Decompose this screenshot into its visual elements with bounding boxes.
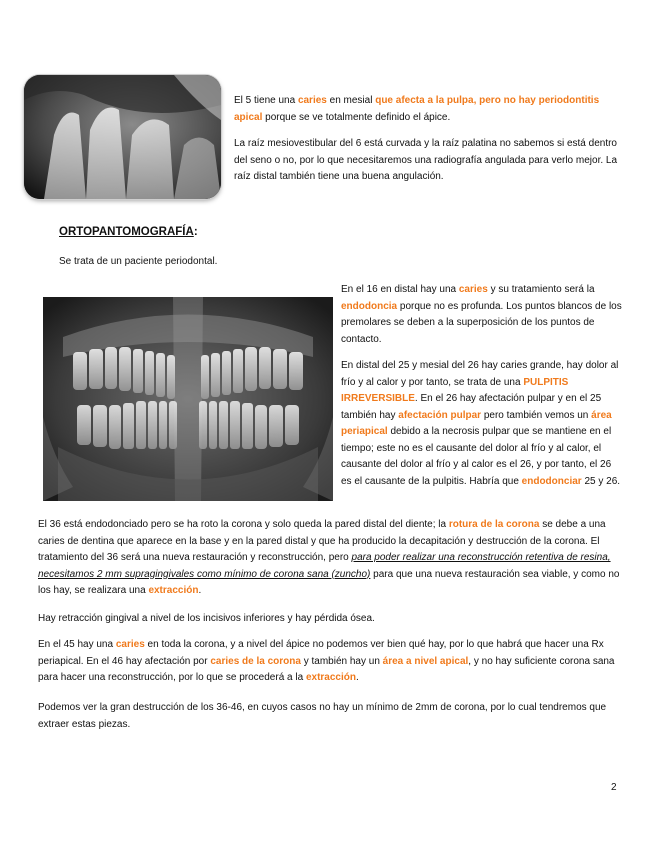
- periapical-xray-image: [24, 75, 221, 199]
- highlight-area-periapical: área periapical: [341, 409, 612, 437]
- text-run: porque no es profunda. Los puntos blancos de los premolares se deben a la superposición de los puntos de contacto.: [341, 300, 622, 345]
- text-run: para que una nueva restauración sea viable, y como no los hay, se realizara una: [38, 568, 620, 596]
- text-run: En distal del 25 y mesial del 26 hay caries grande, hay dolor al frío y al calor y por tanto, se trata de una: [341, 360, 619, 388]
- highlight-rotura-corona: rotura de la corona: [448, 519, 540, 530]
- section-heading: [59, 226, 198, 238]
- highlight-caries: caries: [115, 639, 145, 650]
- panoramic-xray-image: [43, 297, 333, 501]
- heading-colon: :: [193, 226, 198, 238]
- paragraph-gingival-retraction: Hay retracción gingival a nivel de los incisivos inferiores y hay pérdida ósea.: [38, 613, 375, 624]
- text-run: porque se ve totalmente definido el ápice.: [262, 111, 451, 123]
- text-run: En el 16 en distal hay una: [341, 284, 459, 295]
- highlight-extraccion: extracción: [148, 585, 199, 596]
- text-run: El 5 tiene una: [234, 95, 298, 106]
- paragraph-teeth-25-26: [341, 358, 623, 490]
- text-run: 25 y 26.: [581, 475, 621, 487]
- highlight-caries-corona: caries de la corona: [210, 655, 301, 667]
- heading-text: ORTOPANTOMOGRAFÍA: [59, 226, 194, 238]
- text-run: en toda la corona, y a nivel del ápice no podemos ver bien qué hay, por lo que habrá que hacer una Rx periapical. En el 46 hay afectación por: [38, 639, 604, 667]
- highlight-pulpitis: PULPITIS IRREVERSIBLE: [341, 376, 569, 404]
- highlight-area-apical: área a nivel apical: [382, 655, 469, 667]
- periapical-xray-drawing: [24, 75, 221, 199]
- text-run: en mesial: [326, 95, 376, 106]
- underlined-note: para poder realizar una reconstrucción retentiva de resina, necesitamos 2 mm supragingivales como mínimo de corona sana (zuncho): [38, 552, 611, 580]
- text-run: En el 45 hay una: [38, 639, 116, 650]
- highlight-endodoncia: endodoncia: [341, 300, 398, 312]
- paragraph-conclusion: Podemos ver la gran destrucción de los 36-46, en cuyos casos no hay un mínimo de 2mm de corona, por lo cual tendremos que extraer estas piezas.: [38, 702, 607, 730]
- paragraph-root-curvature: La raíz mesiovestibular del 6 está curvada y la raíz palatina no sabemos si está dentro del seno o no, por lo que necesitaremos una radiografía angulada para verlo mejor. La raíz distal también tiene una buena angulación.: [234, 138, 618, 182]
- highlight-extraccion: extracción: [305, 672, 356, 683]
- highlight-endodonciar: endodonciar: [521, 475, 582, 487]
- text-run: El 36 está endodonciado pero se ha roto la corona y solo queda la pared distal del diente; la: [38, 519, 449, 530]
- panoramic-xray-drawing: [43, 297, 333, 501]
- highlight-pulp-note: que afecta a la pulpa, pero no hay periodontitis apical: [234, 95, 600, 123]
- page-number: 2: [611, 782, 617, 793]
- text-run: se debe a una caries de dentina que aparece en la base y en la pared distal y que ha producido la decapitación y destrucción de la corona. El tratamiento del 36 será una nueva restauración y reconstrucción, pero: [38, 519, 606, 563]
- paragraph-tooth-36: [38, 517, 622, 600]
- text-run: . En el 26 hay afectación pulpar y en el 25 también hay: [341, 393, 602, 421]
- text-run: debido a la necrosis pulpar que se mantiene en el tiempo; este no es el causante del dolor al frío y al calor, el causante del dolor al frío y al calor es el 26, y por tanto, el 26 es el causante de la pulpitis. Habría que: [341, 426, 612, 487]
- text-run: .: [198, 585, 202, 596]
- paragraph-periodontal-patient: Se trata de un paciente periodontal.: [59, 256, 218, 267]
- text-run: .: [355, 672, 359, 683]
- text-run: , y no hay suficiente corona sana para hacer una reconstrucción, por lo que se procederá a la: [38, 655, 615, 683]
- paragraph-teeth-45-46: [38, 637, 622, 687]
- highlight-caries: caries: [297, 95, 327, 106]
- highlight-afectacion-pulpar: afectación pulpar: [398, 409, 482, 421]
- paragraph-tooth-16: [341, 282, 623, 348]
- text-run: y su tratamiento será la: [487, 284, 595, 295]
- text-run: y también hay un: [300, 655, 383, 667]
- highlight-caries: caries: [458, 284, 488, 295]
- paragraph-tooth-5: [234, 93, 624, 126]
- text-run: pero también vemos un: [481, 409, 592, 421]
